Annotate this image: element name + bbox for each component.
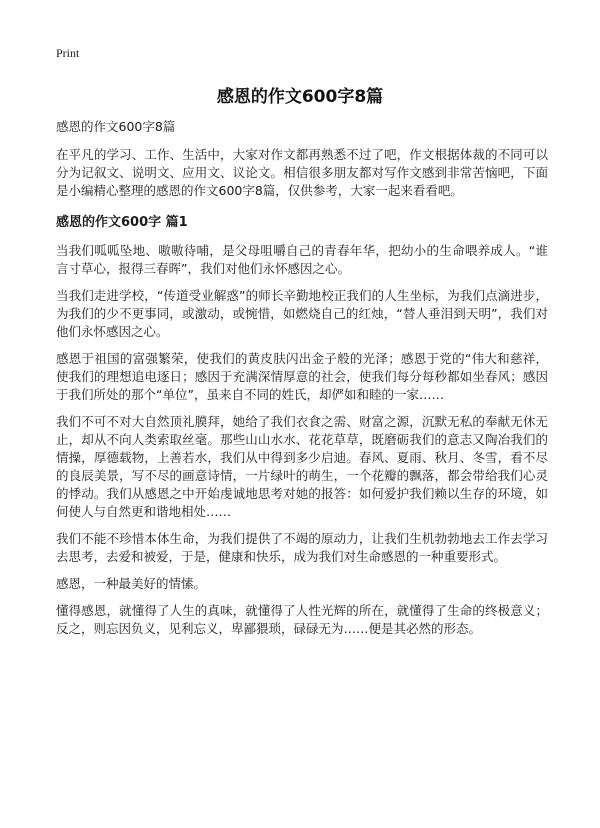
body-paragraph: 我们不能不珍惜本体生命，为我们提供了不竭的原动力，让我们生机勃勃地去工作去学习去思考，去爱和被爱，于是，健康和快乐，成为我们对生命感恩的一种重要形式。 (56, 531, 548, 564)
page-title: 感恩的作文600字8篇 (216, 87, 384, 107)
section-heading: 感恩的作文600字 篇1 (56, 215, 188, 230)
body-paragraph: 懂得感恩，就懂得了人生的真味，就懂得了人性光辉的所在，就懂得了生命的终极意义；反之，则忘因负义，见利忘义，卑鄙猥琐，碌碌无为……便是其必然的形态。 (56, 603, 548, 636)
print-link[interactable]: Print (56, 46, 80, 60)
body-paragraph: 当我们走进学校，“传道受业解惑”的师长辛勤地校正我们的人生坐标，为我们点滴进步，为我们的少不更事同，或激动，或惋惜，如燃烧自己的红烛，“替人垂泪到天明”，我们对他们永怀感因之心。 (56, 288, 548, 339)
body-paragraph: 我们不可不对大自然顶礼膜拜，她给了我们衣食之需、财富之源，沉默无私的奉献无休无止，却从不向人类索取丝毫。那些山山水水、花花草草，既磨砺我们的意志又陶冶我们的情操，厚德载物，上善若水，我们从中得到多少启迪。春风、夏雨、秋月、冬雪，看不尽的良辰美景，写不尽的画意诗情，一片绿叶的萌生，一个花瓣的飘落，都会带给我们心灵的悸动。我们从感恩之中开始虔诚地思考对她的报答：如何爱护我们赖以生存的环境，如何使人与自然更和谐地相处…… (56, 414, 548, 519)
intro-paragraph: 在平凡的学习、工作、生活中，大家对作文都再熟悉不过了吧，作文根据体裁的不同可以分为记叙文、说明文、应用文、议论文。相信很多朋友都对写作文感到非常苦恼吧，下面是小编精心整理的感恩的作文600字8篇，仅供参考，大家一起来看看吧。 (56, 147, 548, 198)
document-subtitle: 感恩的作文600字8篇 (56, 119, 176, 134)
body-paragraph: 当我们呱呱坠地、嗷嗷待哺，是父母咀嚼自己的青春年华，把幼小的生命喂养成人。“谁言寸草心，报得三春晖”，我们对他们永怀感因之心。 (56, 243, 548, 276)
document-body (56, 118, 548, 647)
body-paragraph: 感恩，一种最美好的情愫。 (56, 576, 207, 591)
body-paragraph: 感恩于祖国的富强繁荣，使我们的黄皮肤闪出金子般的光泽；感恩于党的“伟大和慈祥，使我们的理想追电逐日；感因于充满深情厚意的社会，使我们每分每秒都如坐春风；感因于我们所处的那个“单位”，虽来自不同的姓氏，却俨如和睦的一家…… (56, 351, 548, 402)
